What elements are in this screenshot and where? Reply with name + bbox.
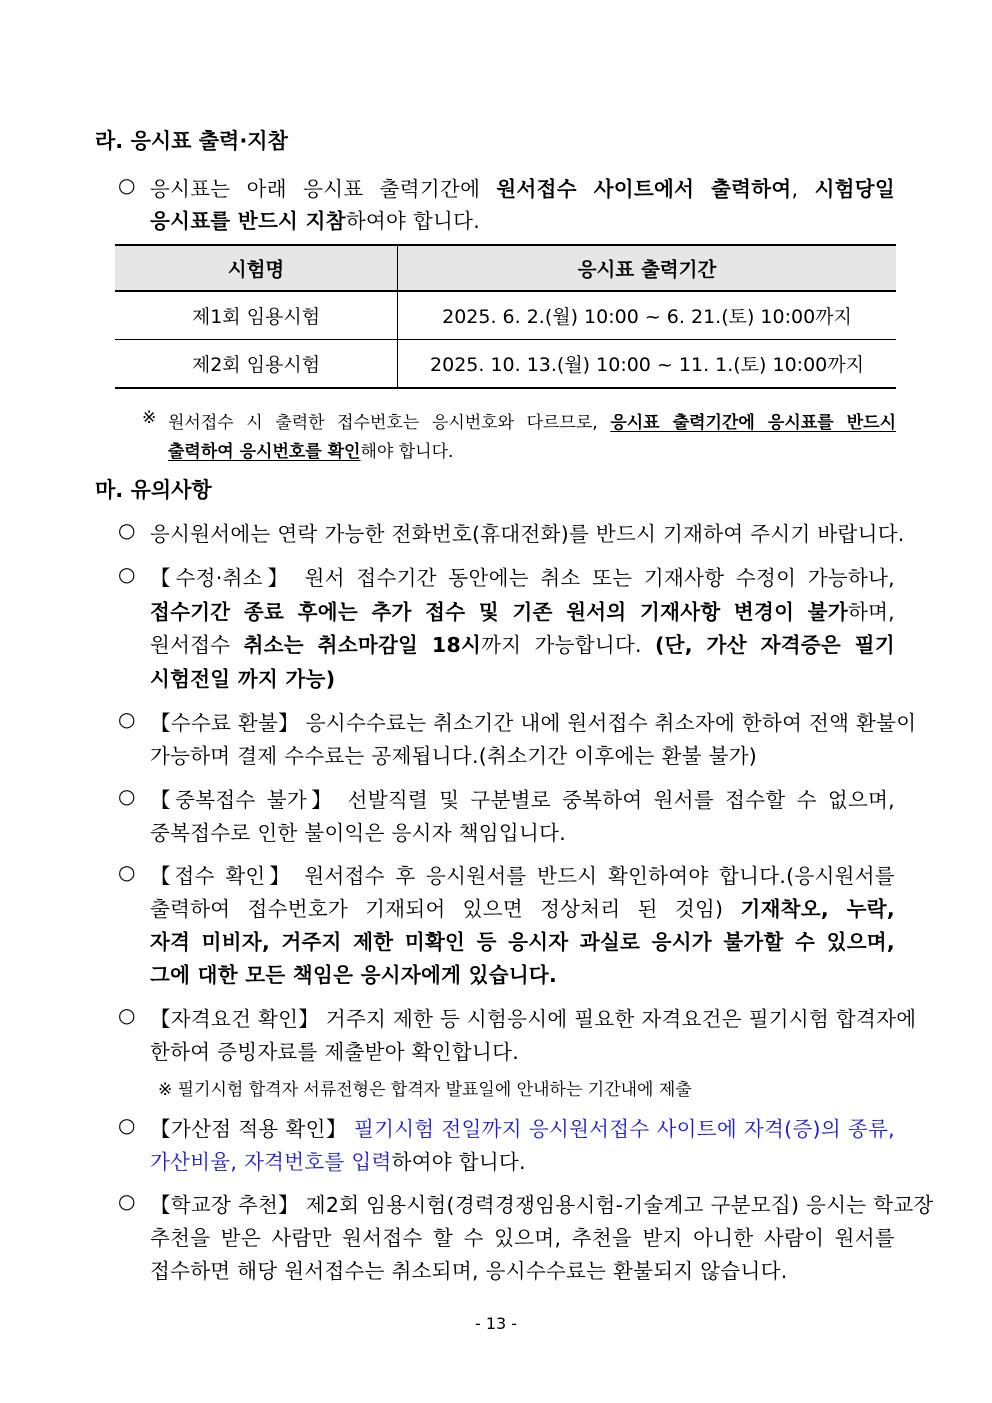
ma-bullet1: 응시원서에는 연락 가능한 전화번호(휴대전화)를 반드시 기재하여 주시기 바랍니다. [150,522,905,546]
section-la-heading: 라. 응시표 출력·지참 [95,129,288,153]
ma-bullet3-line1: 【수수료 환불】 응시수수료는 취소기간 내에 원서접수 취소자에 한하여 전액 환불이 [150,711,917,735]
ma-bullet6-line2: 한하여 증빙자료를 제출받아 확인합니다. [150,1040,520,1064]
ma-bullet5-line1: 【접수 확인】 원서접수 후 응시원서를 반드시 확인하여야 합니다.(응시원서를 [150,864,895,888]
ma-bullet4-line1: 【중복접수 불가】 선발직렬 및 구분별로 중복하여 원서를 접수할 수 없으며, [150,788,895,812]
table-row [115,340,896,389]
ma-bullet2-line4: 시험전일 까지 가능) [150,667,336,691]
bullet-marker: ○ [118,562,136,586]
bullet-marker: ○ [118,1113,136,1137]
la-para-line1: 응시표는 아래 응시표 출력기간에 원서접수 사이트에서 출력하여, 시험당일 [150,177,895,201]
la-note-line1: 원서접수 시 출력한 접수번호는 응시번호와 다르므로, 응시표 출력기간에 응시표를 반드시 [168,413,896,433]
ma-bullet5-line2: 출력하여 접수번호가 기재되어 있으면 정상처리 된 것임) 기재착오, 누락, [150,897,895,921]
section-ma-heading: 마. 유의사항 [95,478,212,502]
ma-bullet6-line1: 【자격요건 확인】 거주지 제한 등 시험응시에 필요한 자격요건은 필기시험 합격자에 [150,1007,917,1031]
page-number: - 13 - [474,1314,518,1333]
bullet-marker: ○ [118,860,136,884]
ma-bullet2-line3: 원서접수 취소는 취소마감일 18시까지 가능합니다. (단, 가산 자격증은 필기 [150,633,895,657]
la-para-line2: 응시표를 반드시 지참하여야 합니다. [150,209,481,233]
table-cell: 제2회 임용시험 [115,340,398,389]
la-note-line2: 출력하여 응시번호를 확인해야 합니다. [168,442,454,462]
table-cell: 2025. 6. 2.(월) 10:00 ~ 6. 21.(토) 10:00까지 [398,291,897,340]
column-header-period: 응시표 출력기간 [398,245,897,291]
ma-bullet8-line3: 접수하면 해당 원서접수는 취소되며, 응시수수료는 환불되지 않습니다. [150,1259,788,1283]
ma-bullet7-line2: 가산비율, 자격번호를 입력하여야 합니다. [150,1150,526,1174]
bullet-marker: ○ [118,1189,136,1213]
ma-bullet2-line2: 접수기간 종료 후에는 추가 접수 및 기존 원서의 기재사항 변경이 불가하며, [150,600,895,624]
ma-bullet2-line1: 【수정·취소】 원서 접수기간 동안에는 취소 또는 기재사항 수정이 가능하나, [150,566,895,590]
note-mark: ※ [142,408,157,428]
exam-schedule-table [115,244,896,389]
table-row [115,291,896,340]
table-cell: 제1회 임용시험 [115,291,398,340]
ma-bullet6-note: ※ 필기시험 합격자 서류전형은 합격자 발표일에 안내하는 기간내에 제출 [158,1080,692,1100]
bullet-marker: ○ [118,707,136,731]
ma-bullet8-line2: 추천을 받은 사람만 원서접수 할 수 있으며, 추천을 받지 아니한 사람이 원서를 [150,1226,895,1250]
ma-bullet5-line3: 자격 미비자, 거주지 제한 미확인 등 응시자 과실로 응시가 불가할 수 있으며, [150,930,895,954]
bullet-marker: ○ [118,784,136,808]
table-header-row [115,245,896,291]
table-cell: 2025. 10. 13.(월) 10:00 ~ 11. 1.(토) 10:00까지 [398,340,897,389]
ma-bullet8-line1: 【학교장 추천】 제2회 임용시험(경력경쟁임용시험-기술계고 구분모집) 응시는 학교장 [150,1193,934,1217]
bullet-marker: ○ [118,1003,136,1027]
ma-bullet7-line1: 【가산점 적용 확인】 필기시험 전일까지 응시원서접수 사이트에 자격(증)의 종류, [150,1117,895,1141]
ma-bullet4-line2: 중복접수로 인한 불이익은 응시자 책임입니다. [150,821,567,845]
ma-bullet5-line4: 그에 대한 모든 책임은 응시자에게 있습니다. [150,963,558,987]
column-header-exam: 시험명 [115,245,398,291]
bullet-marker: ○ [118,518,136,542]
bullet-marker: ○ [118,173,136,197]
ma-bullet3-line2: 가능하며 결제 수수료는 공제됩니다.(취소기간 이후에는 환불 불가) [150,744,758,768]
